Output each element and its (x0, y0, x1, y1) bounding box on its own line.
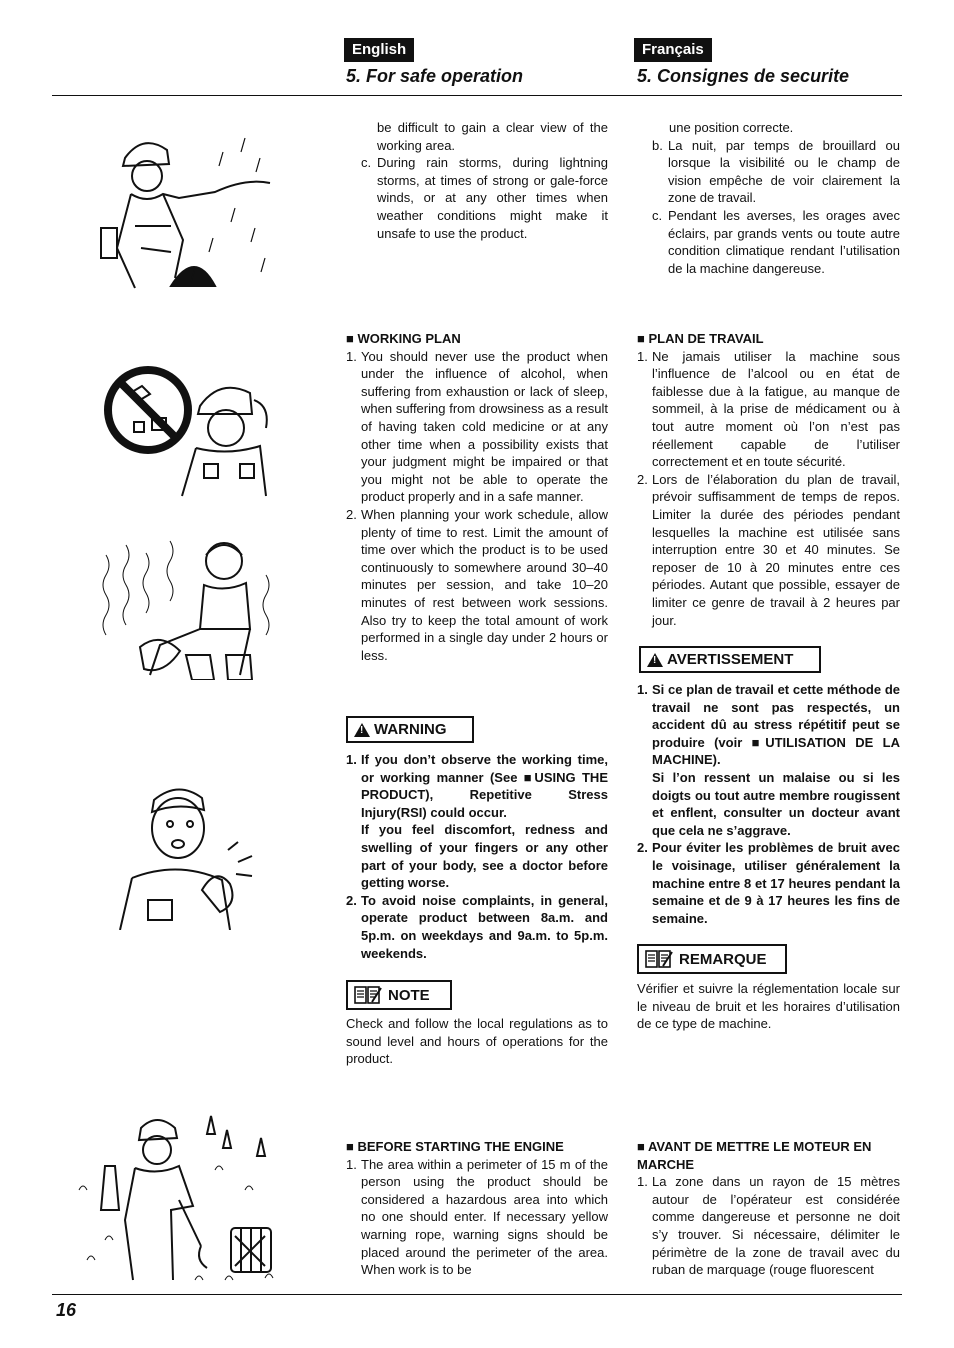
lang-tag-francais: Français (634, 38, 712, 62)
fr-top-item-c (637, 207, 900, 277)
en-warn-2-num: 2. (346, 892, 357, 908)
en-warning-item-1 (346, 751, 608, 821)
remarque-book-icon (645, 949, 673, 969)
section-title-francais: 5. Consignes de securite (637, 66, 850, 86)
fr-top-item-b (637, 137, 900, 207)
fr-av-1a-text: Si ce plan de travail et cette méthode de travail ne sont pas respectés, un accident dû au stress répétitif peut se produire (voir ■UTILISATION DE LA MACHINE). (652, 682, 900, 768)
fr-top-continuation: une position correcte. (669, 120, 794, 135)
en-bs-1-num: 1. (346, 1156, 357, 1172)
french-avertissement-list (637, 681, 900, 927)
english-column (346, 119, 608, 242)
en-warn-1a-text: If you don’t observe the working time, or working manner (See ■USING THE PRODUCT), Repetitive Stress Injury(RSI) could occur. (361, 752, 608, 820)
en-top-item-c-text: During rain storms, during lightning storms, at times of strong or gale-force winds, or at any other times when weather conditions might make it unsafe to use the product. (377, 155, 608, 241)
footer-rule (52, 1294, 902, 1295)
english-warning-list (346, 751, 608, 962)
fr-top-item-b-text: La nuit, par temps de brouillard ou lorsque la visibilité ou le champ de vision empêche de voir clairement la zone de travail. (668, 137, 900, 206)
fr-top-item-b-letter: b. (652, 137, 663, 153)
fr-plan-item-2 (637, 471, 900, 629)
fr-av-2-text: Pour éviter les problèmes de bruit avec le voisinage, utiliser généralement la machine entre 8 et 17 heures pendant la semaine et de 9 à 17 heures les fins de semaine. (652, 840, 900, 926)
work-area-perimeter-illustration (75, 1110, 280, 1285)
en-warn-1-num: 1. (346, 752, 357, 767)
fr-avertissement-box (639, 646, 821, 673)
fr-pt-2-text: Lors de l’élaboration du plan de travail, prévoir suffisamment de temps de repos. Limiter la durée des périodes pendant lesquelles la machine est utilisée sans interruption entre 30 et 40 minutes. Se reposer de 10 à 20 minutes entre ces périodes. Autant que possible, essayer de limiter ce genre de travail à 2 heures par jour. (652, 471, 900, 628)
en-wp-2-num: 2. (346, 506, 357, 522)
en-warn-2-text: To avoid noise complaints, in general, operate product between 8a.m. and 5p.m. on weekdays and 9a.m. to 5p.m. weekends. (361, 892, 608, 961)
en-warn-1b-text: If you feel discomfort, redness and swelling of your fingers or any other part of your body, see a doctor before getting worse. (361, 822, 608, 891)
fr-avant-item-1 (637, 1173, 900, 1279)
fr-av-1b-text: Si l’on ressent un malaise ou si les doigts ou tout autre membre rougissent et enflent, consulter un docteur avant que cela ne s’aggrave. (652, 769, 900, 838)
note-book-icon (354, 985, 382, 1005)
fr-avertissement-label: AVERTISSEMENT (667, 651, 794, 668)
fr-am-1-text: La zone dans un rayon de 15 mètres autour de l’opérateur est considérée comme dangereuse et personne ne doit s’y trouver. Si nécessaire, délimiter le périmètre de la zone de travail avec du ruban de marquage (rouge fluorescent (652, 1174, 900, 1278)
fr-av-1-num: 1. (637, 682, 648, 697)
fr-av-2-num: 2. (637, 840, 648, 856)
en-wp-1-text: You should never use the product when under the influence of alcohol, when suffering from exhaustion or lack of sleep, when suffering from drowsiness as a result of having taken cold medicine or at any other time when a possibility exists that your judgment might be impaired or that you might not be able to operate the product properly and in a safe manner. (361, 348, 608, 505)
en-working-plan-item-2 (346, 506, 608, 664)
french-plan-de-travail (637, 330, 900, 629)
english-before-starting (346, 1138, 608, 1279)
en-warning-item-2 (346, 892, 608, 962)
fr-plan-item-1 (637, 348, 900, 471)
fr-plan-heading: ■ PLAN DE TRAVAIL (637, 331, 764, 346)
page-number: 16 (56, 1300, 77, 1320)
en-before-starting-item-1 (346, 1156, 608, 1279)
french-column (637, 119, 900, 277)
fr-pt-1-num: 1. (637, 348, 648, 364)
french-avant-de-mettre (637, 1138, 900, 1279)
french-remarque-text (637, 980, 900, 1033)
en-warning-box (346, 716, 474, 743)
en-note-label: NOTE (388, 986, 430, 1004)
warning-triangle-icon (354, 723, 370, 737)
header-rule (52, 95, 902, 96)
fr-remarque-box (637, 944, 787, 974)
en-bs-1-text: The area within a perimeter of 15 m of the person using the product should be considered a hazardous area into which no one should enter. If necessary yellow warning rope, warning signs should be placed around the perimeter of the area. When work is to be (361, 1156, 608, 1278)
lang-tag-english: English (344, 38, 414, 62)
fr-remarque-label: REMARQUE (679, 950, 767, 968)
en-working-plan-heading: ■ WORKING PLAN (346, 331, 461, 346)
fr-avert-item-1 (637, 681, 900, 769)
en-note-box (346, 980, 452, 1010)
worker-in-rain-illustration (95, 128, 275, 290)
resting-worker-illustration (100, 535, 280, 680)
en-wp-2-text: When planning your work schedule, allow plenty of time to rest. Limit the amount of time over which the product is to be used continuously to somewhere around 30–40 minutes per session, and take 10–20 minutes of rest between work sessions. Also try to keep the total amount of work performed in a single day under 2 hours or less. (361, 506, 608, 663)
section-title-english: 5. For safe operation (346, 66, 524, 86)
en-note-text: Check and follow the local regulations as to sound level and hours of operations for the product. (346, 1016, 608, 1067)
no-alcohol-medicine-illustration (100, 348, 280, 498)
fr-am-1-num: 1. (637, 1174, 648, 1190)
english-working-plan (346, 330, 608, 664)
english-note-text (346, 1015, 608, 1068)
en-top-continuation: be difficult to gain a clear view of the working area. (377, 120, 608, 153)
en-top-item-c-letter: c. (361, 155, 372, 171)
fr-top-item-c-letter: c. (652, 207, 663, 223)
en-wp-1-num: 1. (346, 348, 357, 364)
fr-top-item-c-text: Pendant les averses, les orages avec éclairs, par grands vents ou toute autre condition climatique rendant l’utilisation de la machine dangereuse. (668, 207, 900, 276)
en-working-plan-item-1 (346, 348, 608, 506)
en-before-starting-heading: ■ BEFORE STARTING THE ENGINE (346, 1139, 564, 1154)
fr-pt-1-text: Ne jamais utiliser la machine sous l’influence de l’alcool ou en état de faiblesse due à la fatigue, au manque de sommeil, à la prise de médicament ou à tout autre moment où l’on n’est pas réellement capable de l’utiliser correctement et en toute sécurité. (652, 348, 900, 470)
en-top-item-c (346, 154, 608, 242)
fr-avant-heading: ■ AVANT DE METTRE LE MOTEUR EN MARCHE (637, 1139, 872, 1172)
fr-pt-2-num: 2. (637, 471, 648, 487)
avertissement-triangle-icon (647, 653, 663, 667)
fr-avert-item-2 (637, 839, 900, 927)
worker-checking-hands-illustration (112, 780, 262, 930)
en-warning-label: WARNING (374, 721, 447, 738)
fr-remarque-text: Vérifier et suivre la réglementation locale sur le niveau de bruit et les horaires d’utilisation de ce type de machine. (637, 981, 900, 1032)
